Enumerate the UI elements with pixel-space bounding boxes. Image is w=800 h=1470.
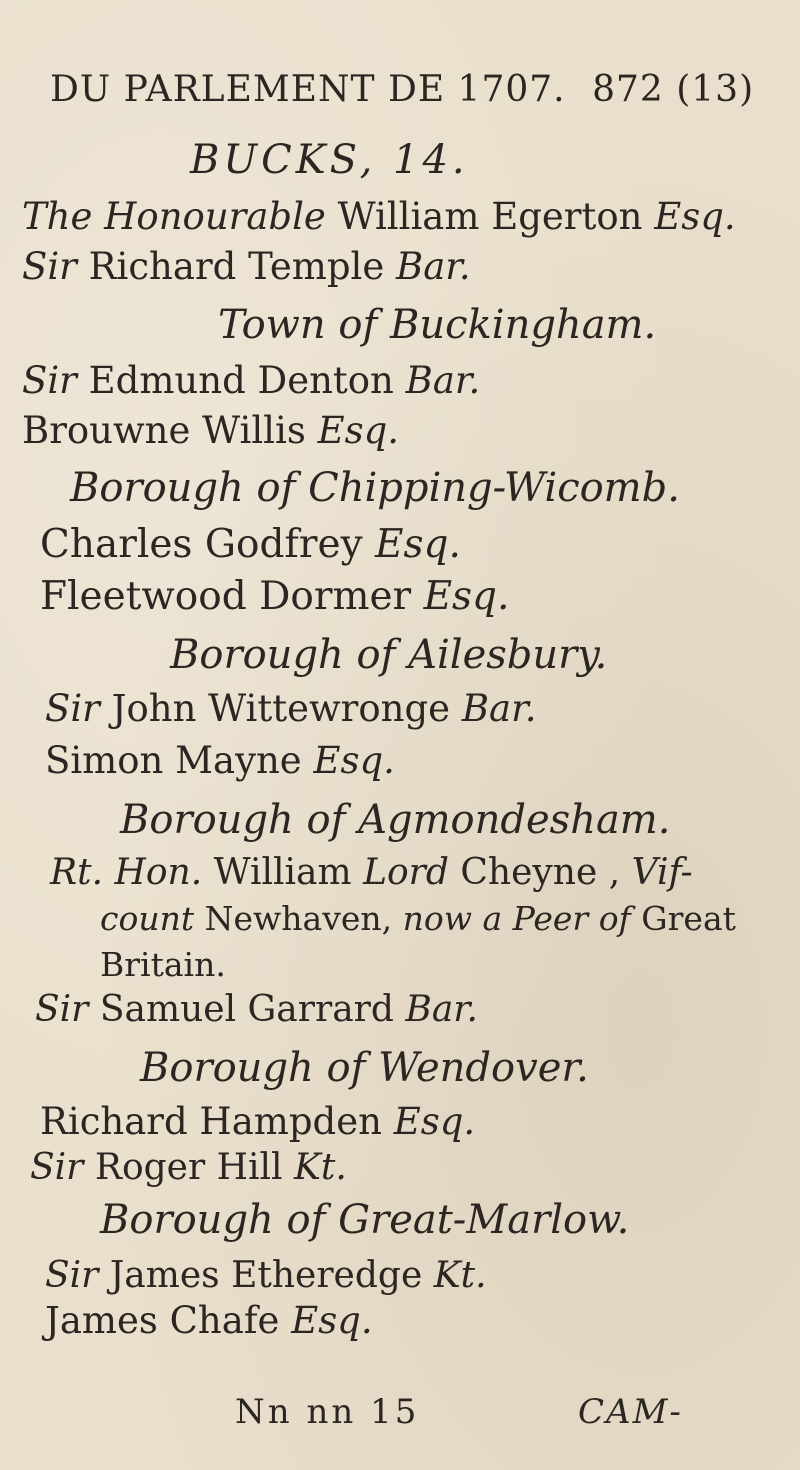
member-suffix: Esq. [654,195,736,238]
member-name: Richard Hampden [40,1100,382,1143]
member-entry [22,195,736,238]
member-entry [40,1100,476,1143]
member-prefix: Sir [45,1255,99,1296]
member-prefix: Sir [22,359,77,402]
member-name: Fleetwood Dormer [40,574,412,619]
continuation-text: count [100,899,195,938]
member-entry [50,852,693,893]
member-name: Edmund Denton [88,359,394,402]
member-name: Charles Godfrey [40,522,363,567]
header-title: DU PARLEMENT DE 1707. [50,69,566,110]
member-name: Roger Hill [94,1147,283,1188]
section-heading: Borough of Ailesbury. [170,632,608,678]
member-entry [22,409,400,452]
catchword: CAM- [578,1392,683,1432]
member-suffix: Esq. [375,522,461,567]
member-prefix: The Honourable [22,195,326,238]
section-heading: Borough of Agmondesham. [120,797,671,843]
member-prefix: Sir [30,1147,84,1188]
section-heading: Borough of Great-Marlow. [100,1197,630,1243]
member-entry [22,245,471,288]
member-entry [45,1255,487,1296]
member-entry [35,989,478,1030]
member-name: James Etheredge [109,1255,423,1296]
member-prefix: Sir [45,687,100,730]
member-name: William [213,852,352,893]
member-name-2: Cheyne , [460,852,621,893]
continuation-text: now a Peer of [402,899,631,938]
member-entry [45,687,537,730]
member-suffix: Bar. [405,359,481,402]
member-name: John Wittewronge [111,687,451,730]
member-suffix: Esq. [423,574,510,619]
section-heading: Borough of Wendover. [140,1045,589,1091]
continuation-text: Newhaven, [204,899,393,938]
member-entry [45,1299,373,1342]
member-entry [45,739,395,782]
member-suffix: Bar. [461,687,537,730]
member-name: James Chafe [45,1299,280,1342]
member-name: Samuel Garrard [99,989,394,1030]
member-suffix: Bar. [405,989,478,1030]
member-entry [30,1147,347,1188]
member-suffix: Esq. [291,1299,373,1342]
member-entry [22,359,481,402]
member-suffix: Vif- [631,852,693,893]
member-name: William Egerton [337,195,643,238]
running-header [50,69,755,110]
continuation-text: Britain. [100,945,226,984]
member-prefix: Sir [35,989,89,1030]
member-entry [40,522,461,567]
member-name: Simon Mayne [45,739,302,782]
member-title: Lord [363,852,449,893]
member-entry [40,574,510,619]
member-prefix: Sir [22,245,77,288]
member-suffix: Bar. [396,245,471,288]
member-name: Richard Temple [88,245,385,288]
member-suffix: Kt. [433,1255,487,1296]
member-entry-continuation [100,899,736,938]
continuation-text: Great [641,899,736,938]
member-prefix: Rt. Hon. [50,852,203,893]
member-suffix: Kt. [294,1147,347,1188]
member-suffix: Esq. [317,409,400,452]
county-heading: BUCKS, 14. [190,137,469,183]
section-heading: Town of Buckingham. [218,302,657,348]
member-name: Brouwne Willis [22,409,306,452]
member-suffix: Esq. [393,1100,476,1143]
page-number: 872 (13) [592,69,755,110]
member-entry-continuation [100,945,226,984]
section-heading: Borough of Chipping-Wicomb. [70,465,680,511]
member-suffix: Esq. [313,739,395,782]
signature-mark: Nn nn 15 [235,1392,420,1432]
